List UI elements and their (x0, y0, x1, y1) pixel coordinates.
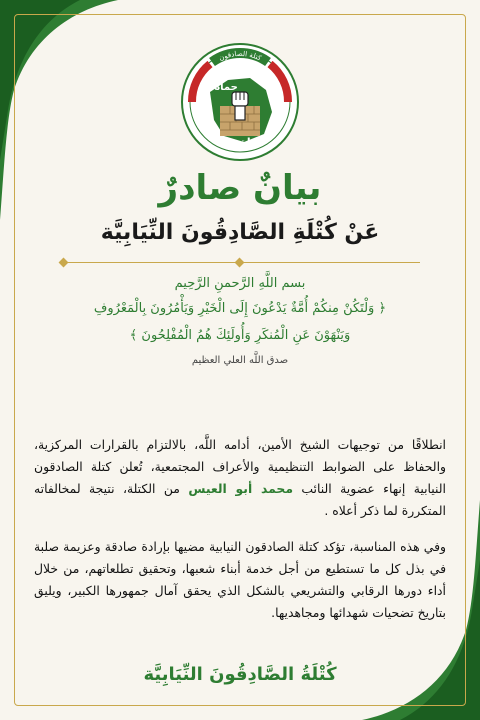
statement-body (34, 434, 446, 624)
page-subtitle: عَنْ كُتْلَةِ الصَّادِقُونَ النِّيَابِيَّة (100, 220, 380, 245)
verse-closing: صدق اللَّه العلي العظيم (191, 355, 289, 366)
verse-line-1: ﴿ وَلْتَكُنْ مِنكُمْ أُمَّةٌ يَدْعُونَ إِلَى الْخَيْرِ وَيَأْمُرُونَ بِالْمَعْرُوفِ (93, 301, 387, 316)
logo-word-top: حماة (214, 82, 238, 93)
paragraph-2: وفي هذه المناسبة، تؤكد كتلة الصادقون النيابية مضيها بإرادة صادقة وعزيمة صلبة في بذل كل ما تستطيع من أجل خدمة أبناء شعبها، وتحقيق تطلعاتهم، من خلال أداء دورها الرقابي والتشريعي بالشكل الذي يحقق آمال جمهورها الكبير، ويليق بتاريخ تضحيات شهدائها ومجاهديها. (34, 539, 446, 620)
basmala: بسم اللَّهِ الرَّحمنِ الرَّحِيم (174, 276, 306, 291)
paragraph-1 (34, 434, 446, 522)
logo-ring-text: كتلة الصادقون (217, 50, 263, 63)
verse-line-2: وَيَنْهَوْنَ عَنِ الْمُنكَرِ وَأُولَئِكَ هُمُ الْمُفْلِحُونَ ﴾ (129, 328, 351, 343)
divider (60, 262, 420, 263)
page-title: بيانٌ صادرٌ (158, 168, 322, 208)
mp-name: محمد أبو العيس (188, 481, 294, 496)
signature: كُتْلَةُ الصَّادِقُونَ النِّيَابِيَّة (143, 664, 337, 685)
paragraph-1-text-end: من الكتلة، نتيجة لمخالفاته المتكررة لما ذكر أعلاه . (34, 481, 446, 518)
logo-word-bottom: بناة (240, 136, 260, 149)
quran-verse-block (40, 276, 440, 366)
bloc-logo (180, 42, 300, 162)
paragraph-1-text: انطلاقًا من توجيهات الشيخ الأمين، أدامه اللَّه، بالالتزام بالقرارات المركزية، والحفاظ على الضوابط التنظيمية والأعراف المجتمعية، تُعلن كتلة الصادقون النيابية إنهاء عضوية النائب (34, 437, 446, 496)
